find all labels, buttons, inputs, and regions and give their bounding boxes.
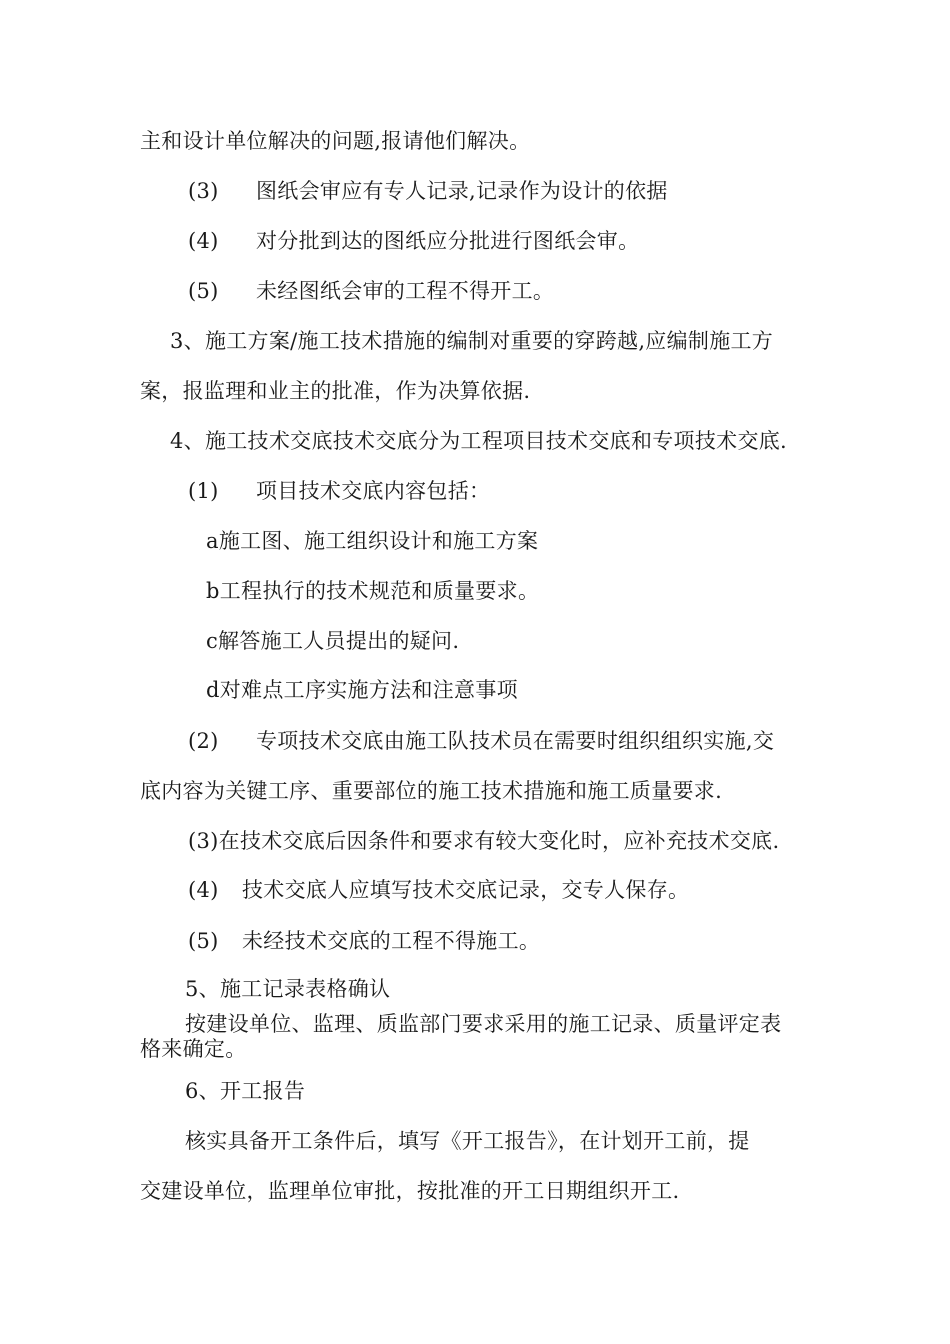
list-number: (3) — [188, 179, 219, 203]
list-item-text: 专项技术交底由施工队技术员在需要时组织组织实施,交 — [256, 729, 775, 753]
list-number: (4) — [188, 878, 219, 902]
list-item-text: 未经图纸会审的工程不得开工。 — [256, 279, 555, 303]
list-item-text: 项目技术交底内容包括： — [256, 479, 491, 503]
list-item-text: (3)在技术交底后因条件和要求有较大变化时，应补充技术交底. — [188, 829, 780, 853]
paragraph-line: 案，报监理和业主的批准，作为决算依据. — [140, 379, 531, 403]
section-heading-line: 4、施工技术交底技术交底分为工程项目技术交底和专项技术交底. — [170, 429, 788, 453]
list-item-text: 未经技术交底的工程不得施工。 — [242, 929, 541, 953]
paragraph-line: 底内容为关键工序、重要部位的施工技术措施和施工质量要求. — [140, 779, 723, 803]
list-item-text: 技术交底人应填写技术交底记录，交专人保存。 — [242, 878, 690, 902]
paragraph-line: 格来确定。 — [140, 1037, 247, 1061]
section-heading-line: 3、施工方案/施工技术措施的编制对重要的穿跨越,应编制施工方 — [170, 329, 774, 353]
section-heading-line: 5、施工记录表格确认 — [185, 977, 391, 1001]
paragraph-line: 核实具备开工条件后，填写《开工报告》，在计划开工前，提 — [185, 1129, 750, 1153]
list-number: (5) — [188, 929, 219, 953]
list-number: (2) — [188, 729, 219, 753]
list-number: (5) — [188, 279, 219, 303]
paragraph-line: 主和设计单位解决的问题,报请他们解决。 — [140, 129, 531, 153]
sub-list-item: c解答施工人员提出的疑问. — [206, 629, 460, 653]
list-item-text: 图纸会审应有专人记录,记录作为设计的依据 — [256, 179, 668, 203]
sub-list-item: a施工图、施工组织设计和施工方案 — [206, 529, 539, 553]
sub-list-item: b工程执行的技术规范和质量要求。 — [206, 579, 540, 603]
section-heading-line: 6、开工报告 — [185, 1079, 306, 1103]
paragraph-line: 按建设单位、监理、质监部门要求采用的施工记录、质量评定表 — [185, 1012, 782, 1036]
list-number: (4) — [188, 229, 219, 253]
paragraph-line: 交建设单位，监理单位审批，按批准的开工日期组织开工. — [140, 1179, 680, 1203]
list-item-text: 对分批到达的图纸应分批进行图纸会审。 — [256, 229, 640, 253]
sub-list-item: d对难点工序实施方法和注意事项 — [206, 678, 518, 702]
list-number: (1) — [188, 479, 219, 503]
